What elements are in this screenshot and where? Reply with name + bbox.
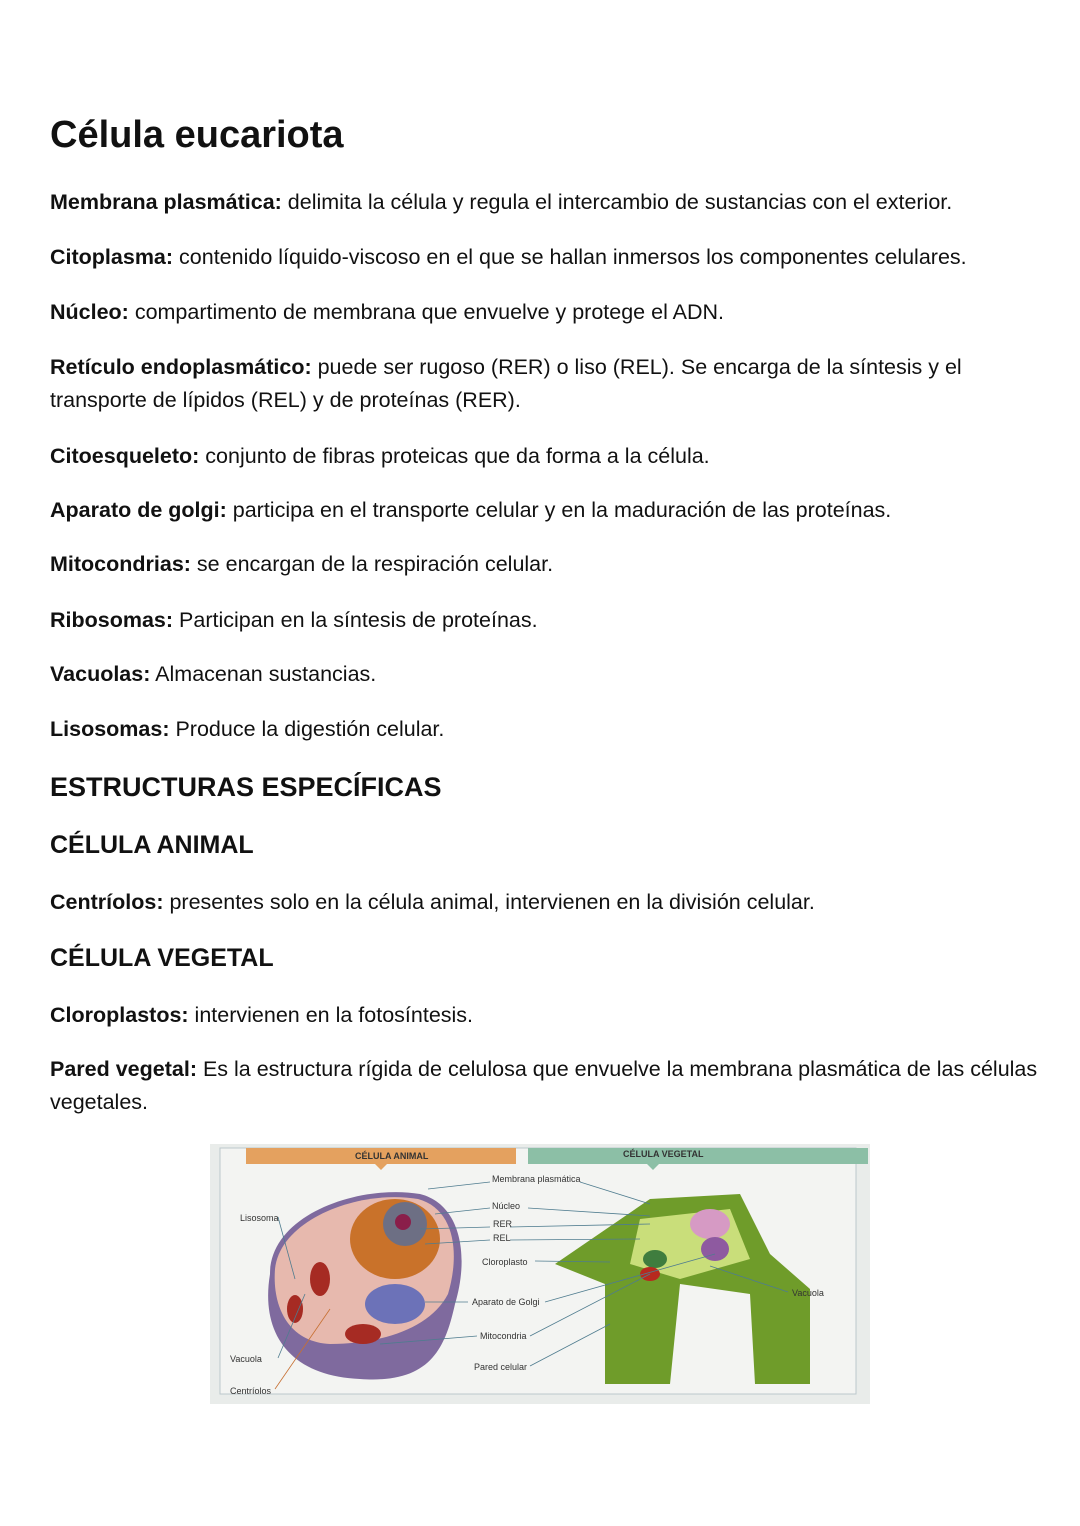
label-vacuola-vegetal: Vacuola [792, 1288, 824, 1298]
label-cloroplasto: Cloroplasto [482, 1257, 528, 1267]
label-mitocondria: Mitocondria [480, 1331, 527, 1341]
label-vacuola-animal: Vacuola [230, 1354, 262, 1364]
definition-citoesqueleto: Citoesqueleto: conjunto de fibras proteicas que da forma a la célula. [50, 444, 710, 468]
label-pared: Pared celular [474, 1362, 528, 1372]
definition-mitocondrias: Mitocondrias: se encargan de la respiración celular. [50, 552, 554, 576]
definition-centriolos: Centríolos: presentes solo en la célula animal, intervienen en la división celular. [50, 890, 815, 914]
cell-diagram-photo [210, 1144, 870, 1404]
definition-vacuolas: Vacuolas: Almacenan sustancias. [50, 662, 377, 686]
specific-structures-heading: ESTRUCTURAS ESPECÍFICAS [50, 772, 442, 802]
animal-cell-heading: CÉLULA ANIMAL [50, 831, 254, 859]
vegetal-banner-label: CÉLULA VEGETAL [623, 1149, 704, 1159]
definition-pared: Pared vegetal: Es la estructura rígida de celulosa que envuelve la membrana plasmática de las células vegetales. [50, 1057, 1038, 1114]
definition-reticulo: Retículo endoplasmático: puede ser rugoso (RER) o liso (REL). Se encarga de la síntesis y el transporte de lípidos (REL) y de proteínas (RER). [50, 355, 962, 412]
definition-golgi: Aparato de golgi: participa en el transporte celular y en la maduración de las proteínas. [50, 498, 892, 522]
label-golgi: Aparato de Golgi [472, 1297, 540, 1307]
label-centriolos: Centríolos [230, 1386, 272, 1396]
definition-ribosomas: Ribosomas: Participan en la síntesis de proteínas. [50, 608, 538, 632]
label-rel: REL [493, 1233, 511, 1243]
definition-cloroplastos: Cloroplastos: intervienen en la fotosíntesis. [50, 1003, 474, 1027]
definition-citoplasma: Citoplasma: contenido líquido-viscoso en el que se hallan inmersos los componentes celulares. [50, 245, 967, 269]
definition-nucleo: Núcleo: compartimento de membrana que envuelve y protege el ADN. [50, 300, 724, 324]
definition-lisosomas: Lisosomas: Produce la digestión celular. [50, 717, 445, 741]
label-membrana: Membrana plasmática [492, 1174, 581, 1184]
label-lisosoma: Lisosoma [240, 1213, 279, 1223]
plant-cell-heading: CÉLULA VEGETAL [50, 944, 274, 972]
label-nucleo: Núcleo [492, 1201, 521, 1211]
page-title: Célula eucariota [50, 114, 344, 156]
animal-banner-label: CÉLULA ANIMAL [355, 1151, 429, 1161]
label-rer: RER [493, 1219, 513, 1229]
definition-membrana: Membrana plasmática: delimita la célula y regula el intercambio de sustancias con el exterior. [50, 190, 953, 214]
